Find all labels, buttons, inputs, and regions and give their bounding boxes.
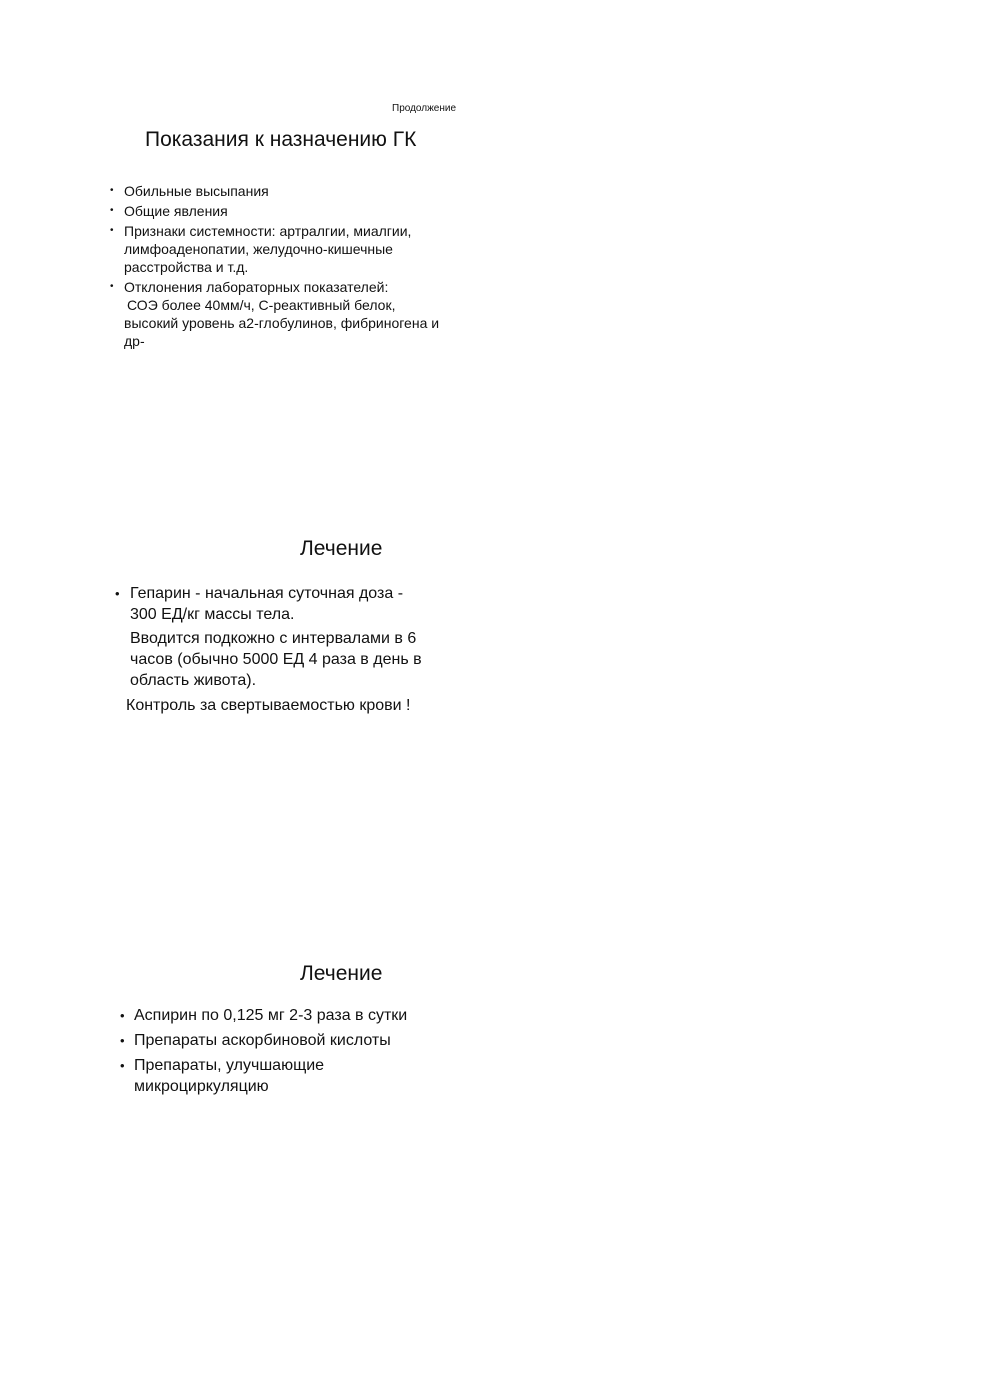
list-item-text: Признаки системности: артралгии, миалгии, (124, 223, 412, 239)
coagulation-control-note: Контроль за свертываемостью крови ! (126, 697, 411, 714)
list-item (110, 182, 490, 200)
paragraph-line: область живота). (130, 672, 257, 689)
slide-title-treatment-2: Лечение (300, 962, 383, 985)
gk-indications-list (110, 182, 490, 352)
list-item-text: Отклонения лабораторных показателей: (124, 279, 389, 295)
list-item (120, 1030, 480, 1051)
list-item-text: Аспирин по 0,125 мг 2-3 раза в сутки (134, 1007, 408, 1024)
slide-title-treatment: Лечение (300, 537, 383, 560)
bullet-icon: • (120, 1058, 125, 1073)
list-item (110, 278, 490, 350)
list-item (115, 583, 475, 625)
list-item-text: Общие явления (124, 203, 228, 219)
treatment-drugs-list (120, 1005, 480, 1101)
bullet-icon: • (120, 1033, 125, 1048)
list-item (120, 1005, 480, 1026)
bullet-icon: • (110, 205, 114, 216)
list-item-text: Препараты, улучшающие (134, 1057, 325, 1074)
list-item-text: лимфоаденопатии, желудочно-кишечные (124, 241, 393, 257)
list-item-text: Препараты аскорбиновой кислоты (134, 1032, 391, 1049)
list-item-text: высокий уровень а2-глобулинов, фибриногена и (124, 315, 440, 331)
list-item (110, 202, 490, 220)
paragraph-line: часов (обычно 5000 ЕД 4 раза в день в (130, 651, 422, 668)
list-item-text: Обильные высыпания (124, 183, 269, 199)
slide-title-gk-indications: Показания к назначению ГК (145, 128, 417, 151)
bullet-icon: • (110, 185, 114, 196)
list-item-text: СОЭ более 40мм/ч, С-реактивный белок, (127, 297, 396, 313)
list-item-text: микроциркуляцию (134, 1078, 269, 1095)
list-item (120, 1055, 480, 1097)
list-item (110, 222, 490, 276)
bullet-icon: • (110, 281, 114, 292)
list-item-text: расстройства и т.д. (124, 259, 249, 275)
list-item-text: др- (124, 333, 145, 349)
bullet-icon: • (110, 225, 114, 236)
continuation-label: Продолжение (392, 103, 457, 114)
heparin-list (115, 583, 475, 625)
heparin-dosing-paragraph (130, 628, 422, 691)
list-item-text: Гепарин - начальная суточная доза - (130, 585, 404, 602)
bullet-icon: • (120, 1008, 125, 1023)
list-item-text: 300 ЕД/кг массы тела. (130, 606, 295, 623)
bullet-icon: • (115, 586, 120, 601)
paragraph-line: Вводится подкожно с интервалами в 6 (130, 630, 417, 647)
